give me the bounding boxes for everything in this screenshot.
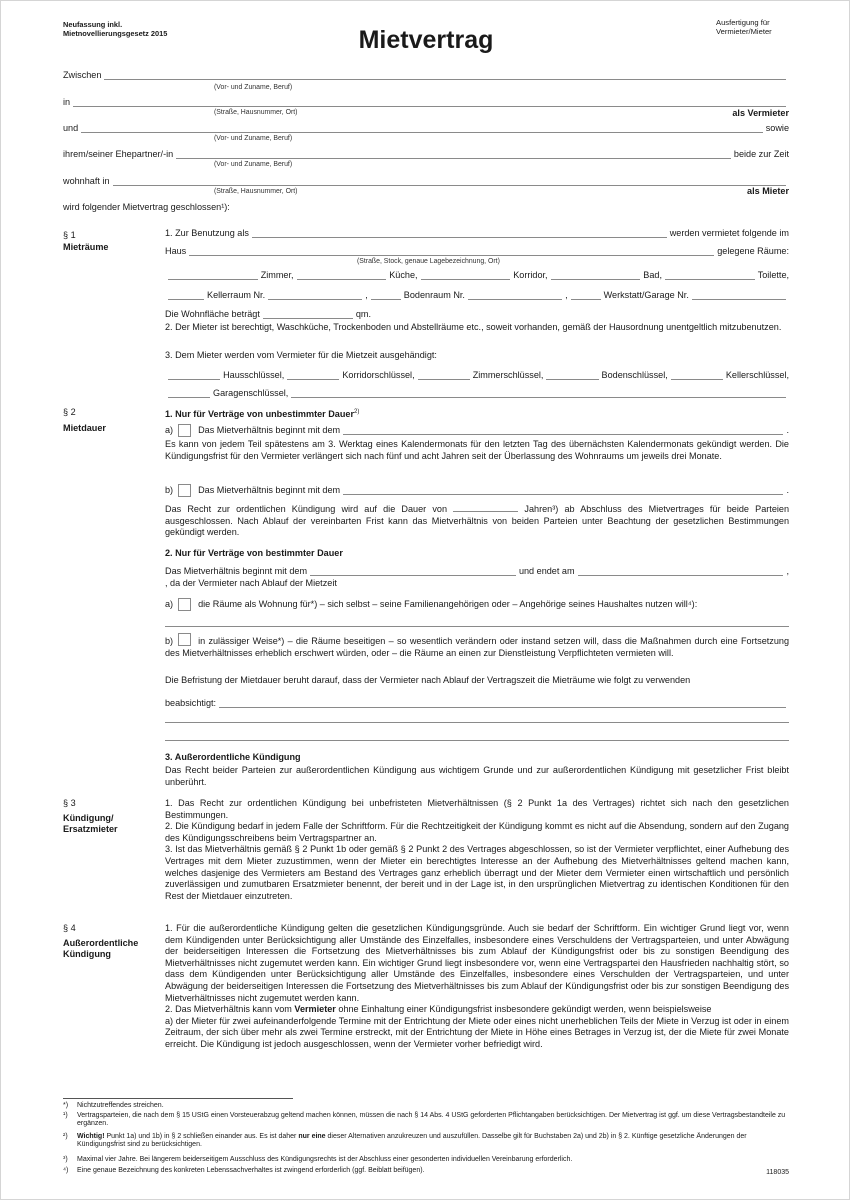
rooms-row: Zimmer, Küche, Korridor, Bad, Toilette,	[165, 270, 789, 282]
footnote-1: ¹) Vertragsparteien, die nach dem § 15 UStG einen Vorsteuerabzug geltend machen können, müssen die nach § 14 Abs. 4 UStG geforderten Pflichtangaben berücksichtigen. Der Mietvertrag ist ggf. um diese Vertragsbestandteile zu ergänzen.	[63, 1112, 786, 1128]
section-3-heading: § 3 Kündigung/ Ersatzmieter	[63, 798, 118, 835]
intended-use-line-3[interactable]	[165, 740, 789, 741]
cellar-count-field[interactable]	[168, 291, 204, 300]
footnote-star: *) Nichtzutreffendes streichen.	[63, 1102, 164, 1109]
option-1b-row: b) Das Mietverhältnis beginnt mit dem .	[165, 485, 789, 496]
option-2a-checkbox[interactable]	[178, 598, 191, 611]
section-4-heading: § 4 Außerordentliche Kündigung	[63, 923, 139, 960]
section-2-h3: 3. Außerordentliche Kündigung	[165, 752, 301, 762]
option-1a-text: Es kann von jedem Teil spätestens am 3. Werktag eines Kalendermonats für den letzten Tag des übernächsten Kalendermonats gekündigt werden. Die Kündigungsfrist für den Vermieter verlängert sich nach fünf und acht Jahren seit der Überlassung des Wohnraums um jeweils drei Monate.	[165, 439, 789, 461]
keys-row: Hausschlüssel, Korridorschlüssel, Zimmerschlüssel, Bodenschlüssel, Kellerschlüssel,	[165, 370, 789, 382]
option-2a-row: a) die Räume als Wohnung für*) – sich selbst – seine Familienangehörigen oder – Angehörige seines Haushaltes nutzen will⁴):	[165, 599, 698, 610]
spouse-name-row: ihrem/seiner Ehepartner/-in beide zur Zeit	[63, 149, 789, 159]
option-2a-reason-field[interactable]	[165, 626, 789, 627]
attic-number-field[interactable]	[468, 291, 562, 300]
garage-number-field[interactable]	[692, 291, 786, 300]
tenant-name-field[interactable]	[81, 124, 763, 133]
house-keys-field[interactable]	[168, 371, 220, 380]
option-1b-text: Das Recht zur ordentlichen Kündigung wird auf die Dauer von Jahren³) ab Abschluss des Mietvertrages für beide Parteien ausgeschlossen. Nach Ablauf der vereinbarten Frist kann das Mietverhältnis von beiden Parteien unter Beachtung der gesetzlichen Bestimmungen gekündigt werden.	[165, 504, 790, 538]
option-1a-row: a) Das Mietverhältnis beginnt mit dem .	[165, 425, 789, 436]
option-1a-checkbox[interactable]	[178, 424, 191, 437]
intro-text: wird folgender Mietvertrag geschlossen¹):	[63, 202, 230, 212]
option-1b-date-field[interactable]	[343, 486, 783, 495]
footnote-3: ³) Maximal vier Jahre. Bei längerem beiderseitigem Ausschluss des Kündigungsrechts ist der Abschluss einer gesonderten individuellen Vereinbarung erforderlich.	[63, 1156, 573, 1163]
section-1-heading: § 1 Mieträume	[63, 230, 109, 252]
living-area-row: Die Wohnfläche beträgt qm.	[165, 309, 372, 319]
bath-count-field[interactable]	[551, 271, 641, 280]
footnote-4: ⁴) Eine genaue Bezeichnung des konkreten Lebenssachverhaltes ist zwingend erforderlich (ggf. Beiblatt beifügen).	[63, 1167, 425, 1174]
footnote-divider	[63, 1098, 293, 1099]
intended-use-field[interactable]	[219, 699, 786, 708]
tenant-name-row: und sowie	[63, 123, 789, 133]
option-1a-date-field[interactable]	[343, 426, 783, 435]
header-left: Neufassung inkl. Mietnovellierungsgesetz 2015	[63, 20, 168, 38]
lessor-address-row: in	[63, 97, 789, 109]
section-2-heading: § 2	[63, 407, 76, 417]
corridor-count-field[interactable]	[421, 271, 511, 280]
tenant-address-row: wohnhaft in	[63, 176, 789, 188]
option-2b-checkbox[interactable]	[178, 633, 191, 646]
cellar-keys-field[interactable]	[671, 371, 723, 380]
cellar-number-field[interactable]	[268, 291, 362, 300]
tenant-address-field[interactable]	[113, 177, 786, 186]
form-number: 118035	[766, 1169, 789, 1176]
section-2-para-3: Das Recht beider Parteien zur außerordentlichen Kündigung aus wichtigem Grunde und zur außerordentlichen Kündigung mit gesetzlicher Frist bleibt unberührt.	[165, 765, 789, 787]
room-keys-field[interactable]	[418, 371, 470, 380]
kitchen-count-field[interactable]	[297, 271, 387, 280]
storage-row: Kellerraum Nr. , Bodenraum Nr. , Werkstatt/Garage Nr.	[165, 290, 789, 302]
garage-keys-row: Garagenschlüssel,	[165, 388, 789, 400]
usage-row: 1. Zur Benutzung als werden vermietet folgende im	[165, 228, 789, 238]
attic-keys-field[interactable]	[546, 371, 598, 380]
intended-use-row: beabsichtigt:	[165, 698, 789, 710]
contract-page: Neufassung inkl. Mietnovellierungsgesetz 2015 Mietvertrag Ausfertigung für Vermieter/Mieter Zwischen (Vor- und Zuname, Beruf) in (Straße, Hausnummer, Ort) als Vermieter und sowie (Vor- und Zuname, Beruf) ihrem/seiner Ehepartner/-in beide zur Zeit (Vor- und Zuname, Beruf) wohnhaft in (Straße, Hausnummer, Ort) als Mieter wird folgender Mietvertrag geschlossen¹): § 1 Mieträume 1. Zur Benutzung als werden vermietet folgende im Haus gelegene Räume: (Straße, Stock, genaue Lagebezeichnung, Ort) Zimmer, Küche, Korridor, Bad, Toilette, Kellerraum Nr. , Bodenraum Nr. , Werkstatt/Garage Nr. Die Wohnfläche beträgt qm. 2. Der Mieter ist berechtigt, Waschküche, Trockenboden und Abstellräume etc., soweit vorhanden, gemäß der Hausordnung unentgeltlich mitzubenutzen. 3. Dem Mieter werden vom Vermieter für die Mietzeit ausgehändigt: Hausschlüssel, Korridorschlüssel, Zimmerschlüssel, Bodenschlüssel, Kellerschlüssel, Garagenschlüssel, § 2 Mietdauer 1. Nur für Verträge von unbestimmter Dauer$^{2)}$ a) Das Mietverhältnis beginnt mit dem . Es kann von jedem Teil spätestens am 3. Werktag eines Kalendermonats für den letzten Tag des übernächsten Kalendermonats gekündigt werden. Die Kündigungsfrist für den Vermieter verlängert sich nach fünf und acht Jahren seit der Überlassung des Wohnraums um jeweils drei Monate. b) Das Mietverhältnis beginnt mit dem . Das Recht zur ordentlichen Kündigung wird auf die Dauer von Jahren³) ab Abschluss des Mietvertrages für beide Parteien ausgeschlossen. Nach Ablauf der vereinbarten Frist kann das Mietverhältnis von beiden Parteien unter Beachtung der gesetzlichen Bestimmungen gekündigt werden. 2. Nur für Verträge von bestimmter Dauer Das Mietverhältnis beginnt mit dem und endet am , , da der Vermieter nach Ablauf der Mietzeit a) die Räume als Wohnung für*) – sich selbst – seine Familienangehörigen oder – Angehörige seines Haushaltes nutzen will⁴): b) in zulässiger Weise*) – die Räume beseitigen – so wesentlich verändern oder instand setzen will, dass die Maßnahmen durch eine Fortsetzung des Mietverhältnisses erheblich erschwert würden, oder – die Räume an einen zur Dienstleistung Verpflichteten vermieten will. Die Befristung der Mietdauer beruht darauf, dass der Vermieter nach Ablauf der Vertragszeit die Mieträume wie folgt zu verwenden beabsichtigt: 3. Außerordentliche Kündigung Das Recht beider Parteien zur außerordentlichen Kündigung aus wichtigem Grunde und zur außerordentlichen Kündigung mit gesetzlicher Frist bleibt unberührt. § 3 Kündigung/ Ersatzmieter 1. Das Recht zur ordentlichen Kündigung bei unbefristeten Mietverhältnissen (§ 2 Punkt 1a des Vertrages) richtet sich nach den gesetzlichen Bestimmungen. 2. Die Kündigung bedarf in jedem Falle der Schriftform. Für die Rechtzeitigkeit der Kündigung kommt es nicht auf die Absendung, sondern auf den Zugang des Kündigungsschreibens beim Vertragspartner an. 3. Ist das Mietverhältnis gemäß § 2 Punkt 1b oder gemäß § 2 Punkt 2 des Vertrages abgeschlossen, so ist der Vermieter verpflichtet, einer Aufhebung des Vertrages mit dem Mieter zuzustimmen, wenn der Mieter ein berechtigtes Interesse an der Aufhebung des Mietverhältnisses geltend machen kann, welches dasjenige des Vermieters am Bestand des Vertrages ganz erheblich überragt und der Mieter dem Vermieter einen wirtschaftlich und persönlich zuverlässigen und zumutbaren Ersatzmieter benennt, der bereit und in der Lage ist, in den ursprünglichen Mietvertrag zu identischen Konditionen für den Rest der Mietdauer einzutreten. § 4 Außerordentliche Kündigung 1. Für die außerordentliche Kündigung gelten die gesetzlichen Kündigungsgründe. Auch sie bedarf der Schriftform. Ein wichtiger Grund liegt vor, wenn dem Kündigenden unter Berücksichtigung aller Umstände des Einzelfalles, insbesondere eines Verschuldens der Vertragsparteien, und unter Abwägung der beiderseitigen Interessen die Fortsetzung des Mietverhältnisses bis zum Ablauf der Kündigungsfrist oder bis zu sonstigen Beendigung des Mietverhältnisses nicht zugemutet werden kann. Ein wichtiger Grund liegt insbesondere vor, wenn eine Vertragspartei den Hausfrieden nachhaltig stört, so dass dem Kündigenden unter Berücksichtigung aller Umstände des Einzelfalles, insbesondere eines Verschulden der Vertragsparteien, und unter Abwägung der beiderseitigen Interessen die Fortsetzung des Mietverhältnisses bis zum Ablauf der Kündigungsfrist oder bis zur sonstigen Beendigung des Mietverhältnisses nicht zugemutet werden kann. 2. Das Mietverhältnis kann vom Vermieter ohne Einhaltung einer Kündigungsfrist insbesondere gekündigt werden, wenn beispielsweise a) der Mieter für zwei aufeinanderfolgende Termine mit der Entrichtung der Miete oder eines nicht unerheblichen Teils der Miete in Verzug ist oder in einem Zeitraum, der sich über mehr als zwei Termine erstreckt, mit der Entrichtung der Miete in Höhe eines Betrages in Verzug ist, der die Miete für zwei Monate erreicht. Die Kündigung ist jedoch ausgeschlossen, wenn der Vermieter vorher befriedigt wird. *) Nichtzutreffendes streichen. ¹) Vertragsparteien, die nach dem § 15 UStG einen Vorsteuerabzug geltend machen können, müssen die nach § 14 Abs. 4 UStG geforderten Pflichtangaben berücksichtigen. Der Mietvertrag ist ggf. um diese Vertragsbestandteile zu ergänzen. ²) Wichtig! Punkt 1a) und 1b) in § 2 schließen einander aus. Es ist daher nur eine dieser Alternativen anzukreuzen und auszufüllen. Dasselbe gilt für Buchstaben 2a) und 2b) in § 2. Künftige gesetzliche Änderungen der Kündigungsfrist sind zu berücksichtigen. ³) Maximal vier Jahre. Bei längerem beiderseitigem Ausschluss des Kündigungsrechts ist der Abschluss einer gesonderten individuellen Vereinbarung erforderlich. ⁴) Eine genaue Bezeichnung des konkreten Lebenssachverhaltes ist zwingend erforderlich (ggf. Beiblatt beifügen). 118035	[0, 0, 850, 1200]
spouse-name-field[interactable]	[176, 150, 731, 159]
house-row: Haus gelegene Räume:	[165, 246, 789, 256]
fixed-end-date-field[interactable]	[578, 567, 784, 576]
usage-field[interactable]	[252, 229, 667, 238]
lessor-name-row: Zwischen	[63, 70, 789, 82]
extra-keys-field[interactable]	[291, 389, 786, 398]
attic-count-field[interactable]	[371, 291, 401, 300]
header-right: Ausfertigung für Vermieter/Mieter	[716, 18, 772, 36]
section-2-h1: 1. Nur für Verträge von unbestimmter Dauer$^{2)}$	[165, 409, 360, 420]
fixed-start-date-field[interactable]	[310, 567, 516, 576]
lessor-name-field[interactable]	[104, 71, 786, 80]
garage-keys-field[interactable]	[168, 389, 210, 398]
house-field[interactable]	[189, 247, 714, 256]
lessor-address-field[interactable]	[73, 98, 786, 107]
tenant-label: als Mieter	[747, 186, 789, 196]
lessor-label: als Vermieter	[732, 108, 789, 118]
limitation-text: Die Befristung der Mietdauer beruht darauf, dass der Vermieter nach Ablauf der Vertragszeit die Mieträume wie folgt zu verwenden	[165, 675, 691, 685]
garage-count-field[interactable]	[571, 291, 601, 300]
section-1-para-2: 2. Der Mieter ist berechtigt, Waschküche, Trockenboden und Abstellräume etc., soweit vorhanden, gemäß der Hausordnung unentgeltlich mitzubenutzen.	[165, 322, 782, 332]
fixed-term-row: Das Mietverhältnis beginnt mit dem und endet am ,	[165, 566, 789, 576]
toilet-count-field[interactable]	[665, 271, 755, 280]
section-2-h2: 2. Nur für Verträge von bestimmter Dauer	[165, 548, 343, 558]
living-area-field[interactable]	[263, 310, 353, 319]
intended-use-line-2[interactable]	[165, 722, 789, 723]
option-1b-checkbox[interactable]	[178, 484, 191, 497]
section-4-body: 1. Für die außerordentliche Kündigung gelten die gesetzlichen Kündigungsgründe. Auch sie bedarf der Schriftform. Ein wichtiger Grund liegt vor, wenn dem Kündigenden unter Berücksichtigung aller Umstände des Einzelfalles, insbesondere eines Verschuldens der Vertragsparteien, und unter Abwägung der beiderseitigen Interessen die Fortsetzung des Mietverhältnisses bis zum Ablauf der Kündigungsfrist oder bis zu sonstigen Beendigung des Mietverhältnisses nicht zugemutet werden kann. Ein wichtiger Grund liegt insbesondere vor, wenn eine Vertragspartei den Hausfrieden nachhaltig stört, so dass dem Kündigenden unter Berücksichtigung aller Umstände des Einzelfalles, insbesondere eines Verschulden der Vertragsparteien, und unter Abwägung der beiderseitigen Interessen die Fortsetzung des Mietverhältnisses bis zum Ablauf der Kündigungsfrist oder bis zur sonstigen Beendigung des Mietverhältnisses nicht zugemutet werden kann. 2. Das Mietverhältnis kann vom Vermieter ohne Einhaltung einer Kündigungsfrist insbesondere gekündigt werden, wenn beispielsweise a) der Mieter für zwei aufeinanderfolgende Termine mit der Entrichtung der Miete oder eines nicht unerheblichen Teils der Miete in Verzug ist oder in einem Zeitraum, der sich über mehr als zwei Termine erstreckt, mit der Entrichtung der Miete in Höhe eines Betrages in Verzug ist, der die Miete für zwei Monate erreicht. Die Kündigung ist jedoch ausgeschlossen, wenn der Vermieter vorher befriedigt wird.	[165, 923, 789, 1049]
section-3-body: 1. Das Recht zur ordentlichen Kündigung bei unbefristeten Mietverhältnissen (§ 2 Punkt 1a des Vertrages) richtet sich nach den gesetzlichen Bestimmungen. 2. Die Kündigung bedarf in jedem Falle der Schriftform. Für die Rechtzeitigkeit der Kündigung kommt es nicht auf die Absendung, sondern auf den Zugang des Kündigungsschreibens beim Vertragspartner an. 3. Ist das Mietverhältnis gemäß § 2 Punkt 1b oder gemäß § 2 Punkt 2 des Vertrages abgeschlossen, so ist der Vermieter verpflichtet, einer Aufhebung des Vertrages mit dem Mieter zuzustimmen, wenn der Mieter ein berechtigtes Interesse an der Aufhebung des Mietverhältnisses geltend machen kann, welches dasjenige des Vermieters am Bestand des Vertrages ganz erheblich überragt und der Mieter dem Vermieter einen wirtschaftlich und persönlich zuverlässigen und zumutbaren Ersatzmieter benennt, der bereit und in der Lage ist, in den ursprünglichen Mietvertrag zu identischen Konditionen für den Rest der Mietdauer einzutreten.	[165, 798, 789, 901]
corridor-keys-field[interactable]	[287, 371, 339, 380]
exclusion-years-field[interactable]	[453, 504, 518, 512]
section-1-para-3: 3. Dem Mieter werden vom Vermieter für die Mietzeit ausgehändigt:	[165, 350, 437, 360]
footnote-2: ²) Wichtig! Punkt 1a) und 1b) in § 2 schließen einander aus. Es ist daher nur eine dieser Alternativen anzukreuzen und auszufüllen. Dasselbe gilt für Buchstaben 2a) und 2b) in § 2. Künftige gesetzliche Änderungen der Kündigungsfrist sind zu berücksichtigen.	[63, 1133, 747, 1149]
rooms-count-field[interactable]	[168, 271, 258, 280]
page-title: Mietvertrag	[358, 26, 494, 54]
option-2b-text: b) in zulässiger Weise*) – die Räume beseitigen – so wesentlich verändern oder instand setzen will, dass die Maßnahmen durch eine Fortsetzung des Mietverhältnisses erheblich erschwert würden, oder – die Räume an einen zur Dienstleistung Verpflichteten vermieten will.	[165, 633, 789, 659]
